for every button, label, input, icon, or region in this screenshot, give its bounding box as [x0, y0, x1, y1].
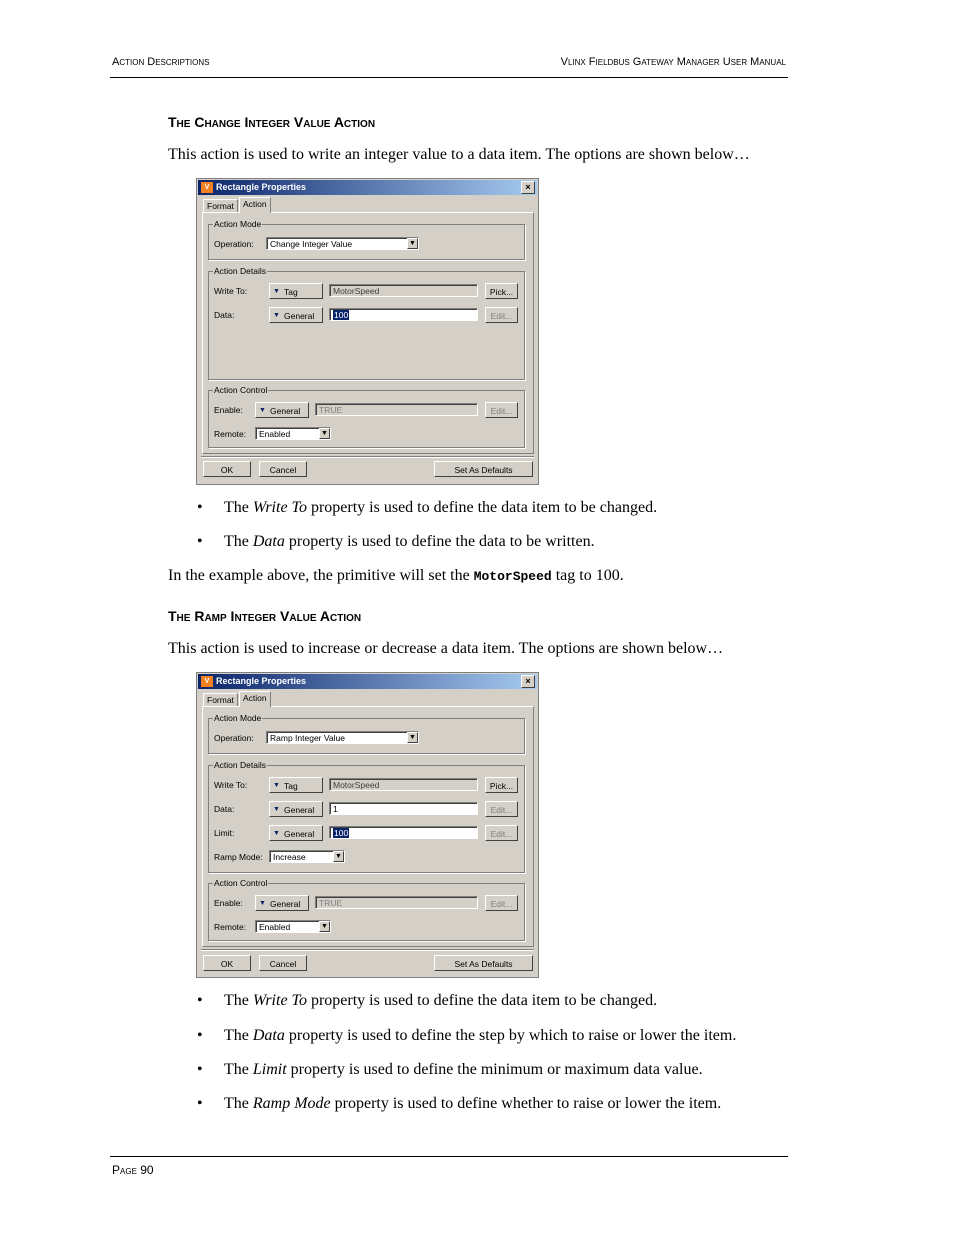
edit-button[interactable]: Edit... [485, 307, 518, 323]
remote-label: Remote: [214, 429, 247, 439]
data-type-dropdown[interactable]: ▼ General [269, 307, 323, 323]
remote-select[interactable] [255, 427, 331, 440]
write-to-type-dropdown[interactable]: ▼ Tag [269, 283, 323, 299]
limit-label: Limit: [214, 828, 235, 838]
bullet-icon: • [197, 533, 203, 550]
action-control-legend: Action Control [214, 878, 268, 888]
running-header-right: Vlinx Fieldbus Gateway Manager User Manual [560, 56, 786, 68]
tab-format[interactable]: Format [203, 693, 238, 707]
example-text: In the example above, the primitive will set the [168, 567, 474, 584]
section-heading-change-integer: The Change Integer Value Action [168, 114, 376, 130]
tab-format[interactable]: Format [203, 199, 238, 213]
limit-type-dropdown[interactable]: ▼ General [269, 825, 323, 841]
action-control-legend: Action Control [214, 385, 268, 395]
cancel-button[interactable]: Cancel [259, 955, 307, 971]
bullet-icon: • [197, 1027, 203, 1044]
enable-type-dropdown[interactable]: ▼ General [255, 402, 309, 418]
write-to-field[interactable]: MotorSpeed [329, 284, 478, 297]
enable-label: Enable: [214, 405, 243, 415]
enable-edit-button[interactable]: Edit... [485, 402, 518, 418]
remote-label: Remote: [214, 922, 247, 932]
data-input[interactable] [329, 308, 478, 321]
dialog-title-bar [198, 674, 537, 689]
enable-label: Enable: [214, 898, 243, 908]
app-logo-icon: V [201, 676, 213, 687]
action-control-group [208, 878, 525, 941]
app-logo-icon: V [201, 182, 213, 193]
data-value: 100 [334, 310, 349, 320]
action-control-group [208, 385, 525, 448]
bullet-emphasis: Write To [252, 992, 307, 1009]
limit-value: 100 [334, 828, 349, 838]
ramp-mode-label: Ramp Mode: [214, 852, 263, 862]
dialog-separator [201, 456, 534, 458]
bullet-text: The [224, 533, 253, 550]
rectangle-properties-dialog-1 [196, 178, 539, 485]
bullet-text: property is used to define the data item to be changed. [306, 992, 658, 1009]
action-details-legend: Action Details [214, 266, 266, 276]
write-to-label: Write To: [214, 286, 248, 296]
enable-edit-button[interactable]: Edit... [485, 895, 518, 911]
tab-action[interactable]: Action [239, 197, 271, 213]
rectangle-properties-dialog-2 [196, 672, 539, 978]
remote-value: Enabled [259, 922, 291, 932]
chevron-down-icon: ▼ [407, 238, 418, 249]
bullet-text: property is used to define the data to be written. [284, 533, 595, 550]
ok-button[interactable]: OK [203, 461, 251, 477]
chevron-down-icon: ▼ [319, 428, 330, 439]
pick-button[interactable]: Pick... [485, 283, 518, 299]
footer-rule [110, 1156, 788, 1157]
chevron-down-icon: ▼ [333, 851, 344, 862]
operation-select[interactable] [266, 731, 419, 744]
bullet-text: The [224, 1027, 253, 1044]
header-rule [110, 77, 788, 78]
bullet-emphasis: Ramp Mode [252, 1095, 331, 1112]
dialog-title-bar [198, 180, 537, 195]
operation-select[interactable] [266, 237, 419, 250]
action-tab-panel [202, 212, 534, 454]
remote-select[interactable] [255, 920, 331, 933]
ramp-mode-select[interactable] [269, 850, 345, 863]
tab-action[interactable]: Action [239, 691, 271, 707]
operation-value: Ramp Integer Value [270, 733, 345, 743]
enable-field[interactable]: TRUE [315, 896, 478, 909]
section2-intro: This action is used to increase or decrease a data item. The options are shown below… [168, 640, 724, 657]
bullet-icon: • [197, 499, 203, 516]
set-as-defaults-button[interactable]: Set As Defaults [434, 955, 533, 971]
ok-button[interactable]: OK [203, 955, 251, 971]
bullet-text: The [224, 992, 253, 1009]
close-icon[interactable]: × [521, 675, 535, 688]
page-number: Page 90 [112, 1163, 154, 1177]
set-as-defaults-button[interactable]: Set As Defaults [434, 461, 533, 477]
remote-value: Enabled [259, 429, 291, 439]
cancel-button[interactable]: Cancel [259, 461, 307, 477]
bullet-text: property is used to define whether to raise or lower the item. [330, 1095, 722, 1112]
bullet-text: The [224, 499, 253, 516]
data-label: Data: [214, 804, 235, 814]
write-to-field[interactable]: MotorSpeed [329, 778, 478, 791]
limit-input[interactable] [329, 826, 478, 839]
pick-button[interactable]: Pick... [485, 777, 518, 793]
data-edit-button[interactable]: Edit... [485, 801, 518, 817]
chevron-down-icon: ▼ [407, 732, 418, 743]
bullet-text: property is used to define the step by which to raise or lower the item. [284, 1027, 737, 1044]
bullet-text: The [224, 1061, 253, 1078]
operation-value: Change Integer Value [270, 239, 353, 249]
chevron-down-icon: ▼ [319, 921, 330, 932]
bullet-text: property is used to define the data item to be changed. [306, 499, 658, 516]
action-mode-legend: Action Mode [214, 713, 262, 723]
ramp-mode-value: Increase [273, 852, 306, 862]
action-details-legend: Action Details [214, 760, 266, 770]
section1-intro: This action is used to write an integer value to a data item. The options are shown below… [168, 146, 750, 163]
bullet-emphasis: Data [252, 533, 285, 550]
data-input[interactable]: 1 [329, 802, 478, 815]
example-paragraph [168, 567, 624, 585]
data-label: Data: [214, 310, 235, 320]
bullet-emphasis: Data [252, 1027, 285, 1044]
action-details-group [208, 760, 525, 873]
example-text: tag to 100. [551, 567, 624, 584]
write-to-type-dropdown[interactable]: ▼ Tag [269, 777, 323, 793]
operation-label: Operation: [214, 733, 254, 743]
action-details-group [208, 266, 525, 380]
bullet-icon: • [197, 1061, 203, 1078]
bullet-icon: • [197, 992, 203, 1009]
enable-type-dropdown[interactable]: ▼ General [255, 895, 309, 911]
action-mode-group [208, 713, 525, 754]
dialog-title: Rectangle Properties [216, 676, 307, 686]
bullet-text: The [224, 1095, 253, 1112]
operation-label: Operation: [214, 239, 254, 249]
dialog-title: Rectangle Properties [216, 182, 307, 192]
dialog-separator [201, 949, 534, 951]
action-tab-panel [202, 706, 534, 947]
example-code: MotorSpeed [473, 569, 552, 584]
bullet-emphasis: Limit [252, 1061, 287, 1078]
running-header-left: Action Descriptions [112, 56, 210, 68]
bullet-icon: • [197, 1095, 203, 1112]
action-mode-legend: Action Mode [214, 219, 262, 229]
section-heading-ramp-integer: The Ramp Integer Value Action [168, 608, 362, 624]
close-icon[interactable]: × [521, 181, 535, 194]
bullet-emphasis: Write To [252, 499, 307, 516]
data-type-dropdown[interactable]: ▼ General [269, 801, 323, 817]
limit-edit-button[interactable]: Edit... [485, 825, 518, 841]
action-mode-group [208, 219, 525, 260]
bullet-text: property is used to define the minimum or maximum data value. [286, 1061, 703, 1078]
write-to-label: Write To: [214, 780, 248, 790]
enable-field[interactable]: TRUE [315, 403, 478, 416]
